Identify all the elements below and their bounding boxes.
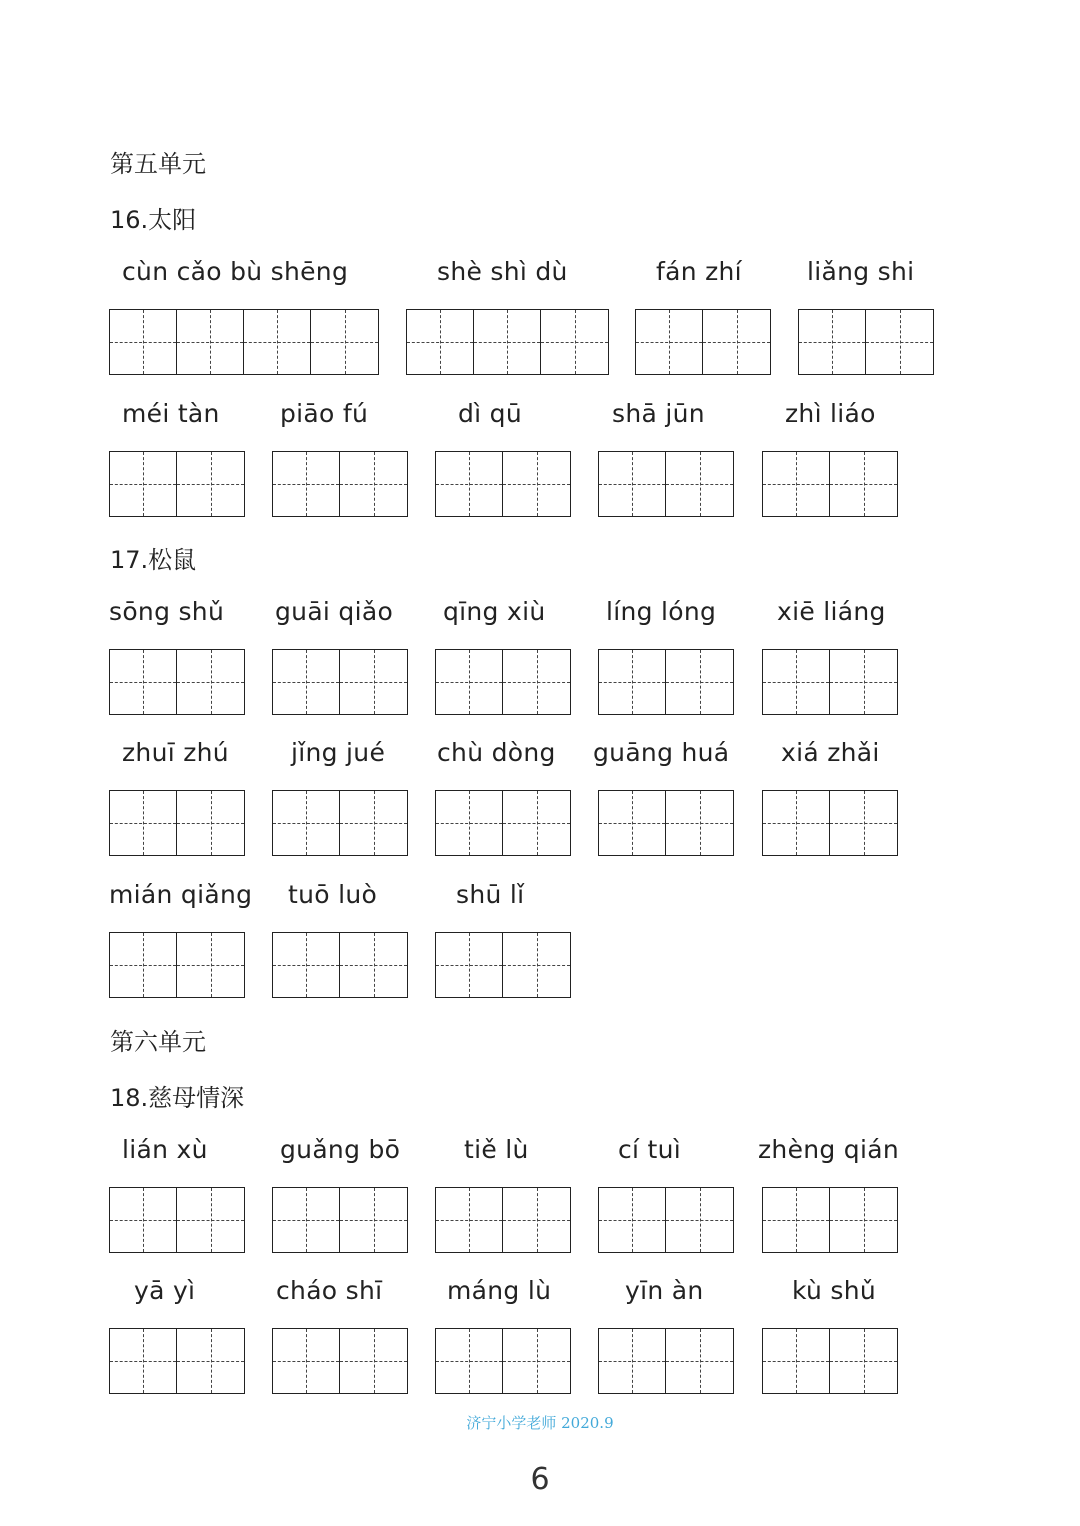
unit-title: 第五单元 xyxy=(110,150,206,178)
writing-cell[interactable] xyxy=(311,310,378,374)
writing-cell[interactable] xyxy=(177,452,244,516)
writing-grid-2[interactable] xyxy=(109,1187,245,1253)
pinyin-word: piāo fú xyxy=(280,399,369,428)
writing-grid-2[interactable] xyxy=(109,1328,245,1394)
writing-grid-2[interactable] xyxy=(435,649,571,715)
writing-grid-2[interactable] xyxy=(435,932,571,998)
pinyin-word: xiē liáng xyxy=(777,597,886,626)
writing-cell[interactable] xyxy=(436,791,503,855)
pinyin-word: yā yì xyxy=(134,1276,196,1305)
writing-grid-2[interactable] xyxy=(598,451,734,517)
writing-grid-2[interactable] xyxy=(272,790,408,856)
writing-cell[interactable] xyxy=(340,933,407,997)
writing-cell[interactable] xyxy=(666,1329,733,1393)
writing-cell[interactable] xyxy=(177,791,244,855)
writing-cell[interactable] xyxy=(340,791,407,855)
lesson-title: 18.慈母情深 xyxy=(110,1084,245,1112)
writing-grid-2[interactable] xyxy=(598,1328,734,1394)
writing-cell[interactable] xyxy=(763,1188,830,1252)
writing-cell[interactable] xyxy=(636,310,703,374)
writing-cell[interactable] xyxy=(830,452,897,516)
pinyin-word: tuō luò xyxy=(288,880,378,909)
writing-cell[interactable] xyxy=(763,791,830,855)
writing-cell[interactable] xyxy=(763,452,830,516)
pinyin-word: méi tàn xyxy=(122,399,220,428)
writing-cell[interactable] xyxy=(273,650,340,714)
writing-grid-3[interactable] xyxy=(406,309,609,375)
writing-cell[interactable] xyxy=(599,791,666,855)
writing-cell[interactable] xyxy=(503,1188,570,1252)
writing-cell[interactable] xyxy=(110,310,177,374)
writing-cell[interactable] xyxy=(177,1329,244,1393)
writing-cell[interactable] xyxy=(110,452,177,516)
pinyin-word: cùn cǎo bù shēng xyxy=(122,257,349,286)
writing-cell[interactable] xyxy=(666,452,733,516)
writing-cell[interactable] xyxy=(273,791,340,855)
writing-cell[interactable] xyxy=(666,650,733,714)
writing-grid-2[interactable] xyxy=(272,1328,408,1394)
page-number: 6 xyxy=(530,1462,550,1497)
writing-grid-2[interactable] xyxy=(109,451,245,517)
pinyin-word: mián qiǎng xyxy=(109,880,253,909)
writing-grid-2[interactable] xyxy=(272,932,408,998)
writing-cell[interactable] xyxy=(436,1188,503,1252)
pinyin-word: zhuī zhú xyxy=(122,738,229,767)
writing-cell[interactable] xyxy=(763,650,830,714)
pinyin-word: guāi qiǎo xyxy=(275,597,394,626)
writing-cell[interactable] xyxy=(541,310,608,374)
writing-grid-2[interactable] xyxy=(598,790,734,856)
writing-cell[interactable] xyxy=(503,791,570,855)
pinyin-word: dì qū xyxy=(458,399,522,428)
pinyin-word: chù dòng xyxy=(437,738,556,767)
writing-cell[interactable] xyxy=(110,650,177,714)
writing-grid-2[interactable] xyxy=(762,790,898,856)
pinyin-word: sōng shǔ xyxy=(109,597,225,626)
pinyin-word: fán zhí xyxy=(656,257,742,286)
pinyin-word: tiě lù xyxy=(464,1135,529,1164)
writing-grid-2[interactable] xyxy=(109,932,245,998)
writing-cell[interactable] xyxy=(177,1188,244,1252)
writing-cell[interactable] xyxy=(599,1329,666,1393)
writing-cell[interactable] xyxy=(503,650,570,714)
writing-cell[interactable] xyxy=(177,650,244,714)
pinyin-word: liǎng shi xyxy=(807,257,915,286)
writing-cell[interactable] xyxy=(244,310,311,374)
writing-cell[interactable] xyxy=(830,791,897,855)
writing-cell[interactable] xyxy=(273,1188,340,1252)
writing-cell[interactable] xyxy=(110,791,177,855)
writing-cell[interactable] xyxy=(436,1329,503,1393)
writing-cell[interactable] xyxy=(273,1329,340,1393)
writing-cell[interactable] xyxy=(436,650,503,714)
writing-grid-2[interactable] xyxy=(272,1187,408,1253)
pinyin-word: zhèng qián xyxy=(758,1135,899,1164)
pinyin-word: guǎng bō xyxy=(280,1135,401,1164)
pinyin-word: shā jūn xyxy=(612,399,705,428)
writing-cell[interactable] xyxy=(436,452,503,516)
writing-grid-2[interactable] xyxy=(435,451,571,517)
writing-grid-2[interactable] xyxy=(435,1187,571,1253)
pinyin-word: zhì liáo xyxy=(785,399,876,428)
pinyin-word: cí tuì xyxy=(618,1135,682,1164)
writing-cell[interactable] xyxy=(830,650,897,714)
pinyin-word: xiá zhǎi xyxy=(781,738,880,767)
lesson-title: 16.太阳 xyxy=(110,206,197,234)
pinyin-word: lián xù xyxy=(122,1135,208,1164)
writing-cell[interactable] xyxy=(830,1188,897,1252)
writing-cell[interactable] xyxy=(110,933,177,997)
writing-cell[interactable] xyxy=(866,310,933,374)
writing-grid-2[interactable] xyxy=(598,1187,734,1253)
pinyin-word: máng lù xyxy=(447,1276,552,1305)
writing-cell[interactable] xyxy=(799,310,866,374)
writing-cell[interactable] xyxy=(703,310,770,374)
pinyin-word: jǐng jué xyxy=(291,738,386,767)
writing-grid-2[interactable] xyxy=(435,790,571,856)
writing-cell[interactable] xyxy=(340,452,407,516)
pinyin-word: yīn àn xyxy=(625,1276,704,1305)
writing-grid-2[interactable] xyxy=(598,649,734,715)
writing-cell[interactable] xyxy=(177,310,244,374)
writing-cell[interactable] xyxy=(474,310,541,374)
writing-cell[interactable] xyxy=(340,1329,407,1393)
writing-grid-2[interactable] xyxy=(762,1328,898,1394)
writing-cell[interactable] xyxy=(503,933,570,997)
writing-cell[interactable] xyxy=(340,650,407,714)
writing-cell[interactable] xyxy=(110,1329,177,1393)
writing-cell[interactable] xyxy=(177,933,244,997)
pinyin-word: qīng xiù xyxy=(443,597,546,626)
writing-cell[interactable] xyxy=(436,933,503,997)
writing-cell[interactable] xyxy=(599,452,666,516)
writing-grid-2[interactable] xyxy=(635,309,771,375)
writing-cell[interactable] xyxy=(666,1188,733,1252)
writing-grid-2[interactable] xyxy=(272,649,408,715)
writing-cell[interactable] xyxy=(599,1188,666,1252)
pinyin-word: cháo shī xyxy=(276,1276,383,1305)
writing-grid-2[interactable] xyxy=(762,1187,898,1253)
writing-cell[interactable] xyxy=(407,310,474,374)
pinyin-word: kù shǔ xyxy=(792,1276,877,1305)
pinyin-word: shè shì dù xyxy=(437,257,568,286)
lesson-title: 17.松鼠 xyxy=(110,546,197,574)
pinyin-word: guāng huá xyxy=(593,738,730,767)
writing-cell[interactable] xyxy=(666,791,733,855)
writing-grid-4[interactable] xyxy=(109,309,379,375)
writing-cell[interactable] xyxy=(503,1329,570,1393)
pinyin-word: shū lǐ xyxy=(456,880,525,909)
unit-title: 第六单元 xyxy=(110,1028,206,1056)
writing-cell[interactable] xyxy=(830,1329,897,1393)
writing-grid-2[interactable] xyxy=(109,790,245,856)
writing-cell[interactable] xyxy=(763,1329,830,1393)
writing-cell[interactable] xyxy=(340,1188,407,1252)
writing-grid-2[interactable] xyxy=(109,649,245,715)
writing-cell[interactable] xyxy=(503,452,570,516)
writing-cell[interactable] xyxy=(599,650,666,714)
writing-grid-2[interactable] xyxy=(272,451,408,517)
writing-cell[interactable] xyxy=(273,933,340,997)
writing-grid-2[interactable] xyxy=(762,649,898,715)
footer-note: 济宁小学老师 2020.9 xyxy=(466,1414,614,1432)
writing-cell[interactable] xyxy=(110,1188,177,1252)
writing-grid-2[interactable] xyxy=(435,1328,571,1394)
writing-grid-2[interactable] xyxy=(798,309,934,375)
pinyin-word: líng lóng xyxy=(606,597,717,626)
writing-cell[interactable] xyxy=(273,452,340,516)
writing-grid-2[interactable] xyxy=(762,451,898,517)
